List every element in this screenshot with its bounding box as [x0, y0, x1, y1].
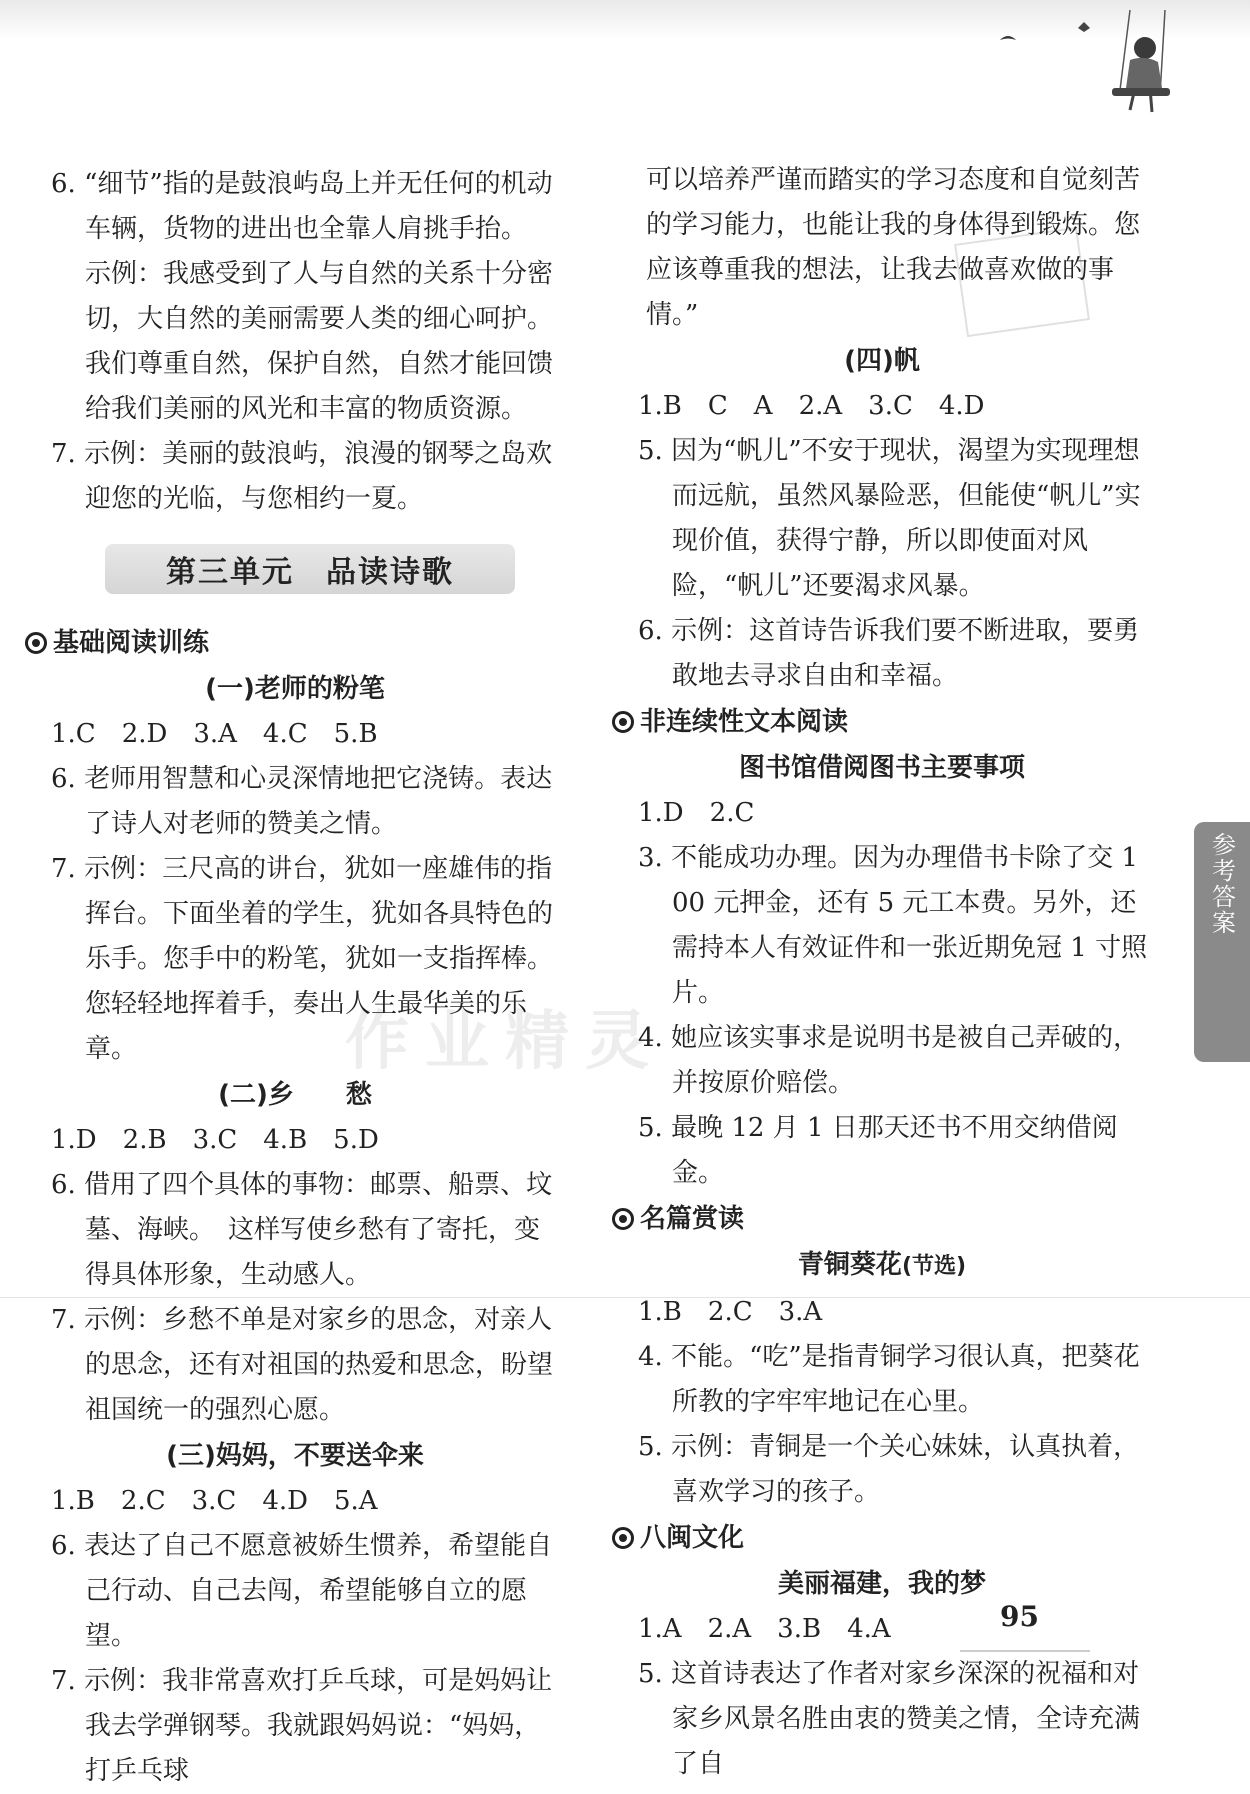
answer-6: 6. 老师用智慧和心灵深情地把它浇铸。表达了诗人对老师的赞美之情。 — [51, 764, 553, 839]
answer-choices: 1.A 2.A 3.B 4.A — [638, 1614, 891, 1644]
section-heading-basic-reading — [25, 620, 565, 666]
footer-decoration — [960, 1650, 1090, 1652]
girl-on-swing-illustration — [980, 10, 1180, 130]
answer-5: 5. 示例：青铜是一个关心妹妹，认真执着，喜欢学习的孩子。 — [638, 1432, 1140, 1507]
answer-6: 6. “细节”指的是鼓浪屿岛上并无任何的机动车辆，货物的进出也全靠人肩挑手抬。 示例：我感受到了人与自然的关系十分密切，大自然的美丽需要人类的细心呵护。我们尊重自然，保护自然，自然才能回馈给我们美丽的风光和丰富的物质资源。 — [51, 169, 554, 424]
left-column — [25, 162, 565, 1794]
answer-5: 5. 这首诗表达了作者对家乡深深的祝福和对家乡风景名胜由衷的赞美之情，全诗充满了自 — [638, 1659, 1141, 1779]
answer-choices: 1.D 2.C — [638, 798, 755, 828]
bullet-icon — [612, 711, 634, 733]
section-heading-text: 名篇赏读 — [640, 1204, 745, 1234]
right-column — [612, 158, 1152, 1787]
answer-choices: 1.B 2.C 3.C 4.D 5.A — [51, 1486, 378, 1516]
book-title: 青铜葵花 — [797, 1250, 902, 1280]
subsection-title-chalk: (一)老师的粉笔 — [205, 674, 385, 704]
subsection-title-library: 图书馆借阅图书主要事项 — [738, 753, 1025, 783]
subsection-title-umbrella: (三)妈妈，不要送伞来 — [166, 1441, 424, 1471]
bullet-icon — [612, 1208, 634, 1230]
section-heading-text: 非连续性文本阅读 — [640, 707, 849, 737]
section-heading-classics — [612, 1196, 1152, 1242]
answer-4: 4. 不能。“吃”是指青铜学习很认真，把葵花所教的字牢牢地记在心里。 — [638, 1342, 1140, 1417]
book-subtitle: (节选) — [901, 1254, 967, 1279]
answer-5: 5. 最晚 12 月 1 日那天还书不用交纳借阅金。 — [638, 1113, 1118, 1188]
answer-choices: 1.B C A 2.A 3.C 4.D — [638, 391, 985, 421]
side-tab-label: 参考答案 — [1207, 832, 1236, 936]
answer-choices: 1.B 2.C 3.A — [638, 1297, 823, 1327]
answer-5: 5. 因为“帆儿”不安于现状，渴望为实现理想而远航，虽然风暴险恶，但能使“帆儿”实现价值，获得宁静，所以即使面对风险，“帆儿”还要渴求风暴。 — [638, 436, 1141, 601]
side-tab-reference-answers — [1194, 822, 1250, 1062]
page-number: 95 — [1000, 1600, 1039, 1633]
answer-6: 6. 表达了自己不愿意被娇生惯养，希望能自己行动、自己去闯，希望能够自立的愿望。 — [51, 1531, 553, 1651]
unit-banner: 第三单元 品读诗歌 — [105, 544, 515, 594]
answer-7: 7. 示例：美丽的鼓浪屿，浪漫的钢琴之岛欢迎您的光临，与您相约一夏。 — [51, 439, 553, 514]
answer-6: 6. 借用了四个具体的事物：邮票、船票、坟墓、海峡。 这样写使乡愁有了寄托，变得具体形象，生动感人。 — [51, 1170, 553, 1290]
answer-7: 7. 示例：乡愁不单是对家乡的思念，对亲人的思念，还有对祖国的热爱和思念，盼望祖国统一的强烈心愿。 — [51, 1305, 554, 1425]
subsection-title-sail: (四)帆 — [844, 346, 920, 376]
bullet-icon — [612, 1527, 634, 1549]
section-heading-fujian-culture — [612, 1515, 1152, 1561]
section-heading-text: 基础阅读训练 — [53, 628, 210, 658]
answer-6: 6. 示例：这首诗告诉我们要不断进取，要勇敢地去寻求自由和幸福。 — [638, 616, 1140, 691]
watermark-text: 作业精灵 — [345, 1005, 665, 1079]
answer-4: 4. 她应该实事求是说明书是被自己弄破的，并按原价赔偿。 — [638, 1023, 1140, 1098]
answer-3: 3. 不能成功办理。因为办理借书卡除了交 100 元押金，还有 5 元工本费。另外，还需持本人有效证件和一张近期免冠 1 寸照片。 — [638, 843, 1148, 1008]
bullet-icon — [25, 632, 47, 654]
subsection-title-fujian-dream: 美丽福建，我的梦 — [777, 1569, 986, 1599]
answer-choices: 1.D 2.B 3.C 4.B 5.D — [51, 1125, 379, 1155]
answer-choices: 1.C 2.D 3.A 4.C 5.B — [51, 719, 378, 749]
subsection-title-bronze-sunflower — [612, 1242, 1152, 1290]
section-heading-noncontinuous — [612, 699, 1152, 745]
answer-7-continued: 可以培养严谨而踏实的学习态度和自觉刻苦的学习能力，也能让我的身体得到锻炼。您应该尊重我的想法，让我去做喜欢做的事情。” — [646, 165, 1141, 330]
answer-7: 7. 示例：三尺高的讲台，犹如一座雄伟的指挥台。下面坐着的学生，犹如各具特色的乐手。您手中的粉笔，犹如一支指挥棒。您轻轻地挥着手，奏出人生最华美的乐章。 — [51, 854, 554, 1064]
section-heading-text: 八闽文化 — [640, 1523, 745, 1553]
subsection-title-nostalgia: (二)乡 愁 — [218, 1080, 372, 1110]
answer-7: 7. 示例：我非常喜欢打乒乓球，可是妈妈让我去学弹钢琴。我就跟妈妈说：“妈妈，打乒乓球 — [51, 1666, 553, 1786]
